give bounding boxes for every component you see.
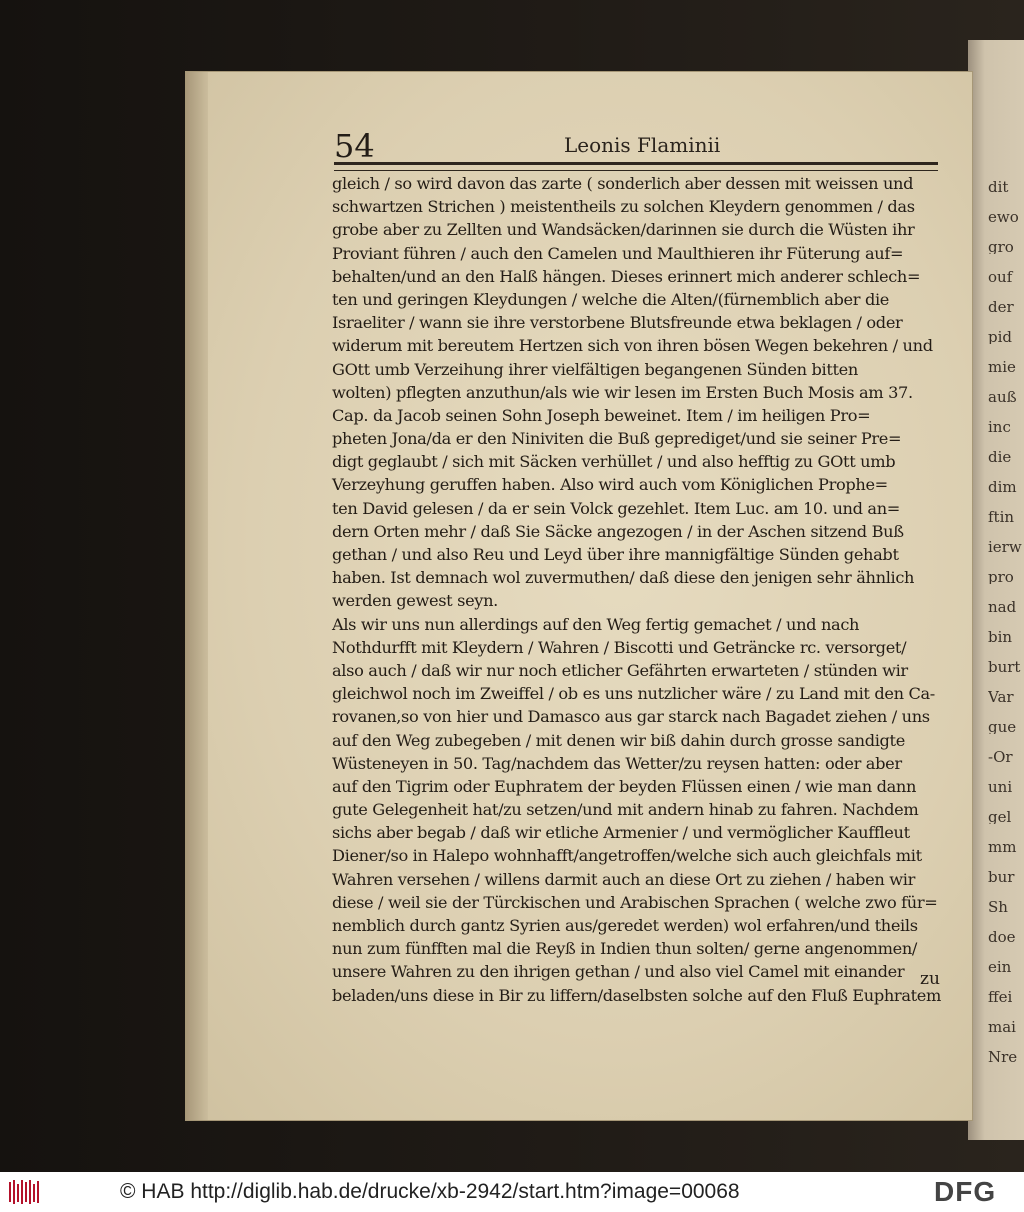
text-line: gute Gelegenheit hat/zu setzen/und mit andern hinab zu fahren. Nachdem	[332, 800, 919, 820]
adjacent-page-fragment: dit	[988, 180, 1009, 194]
running-head: Leonis Flaminii	[564, 133, 721, 157]
adjacent-page-fragment: Nre	[988, 1050, 1018, 1064]
adjacent-page-fragment: die	[988, 450, 1012, 464]
adjacent-page-fragment: mai	[988, 1020, 1016, 1034]
text-line: rovanen,so von hier und Damasco aus gar starck nach Bagadet ziehen / uns	[332, 707, 930, 727]
text-line: sichs aber begab / daß wir etliche Armenier / und vermöglicher Kauffleut	[332, 823, 910, 843]
adjacent-page-fragment: pro	[988, 570, 1014, 584]
adjacent-page-fragment: bin	[988, 630, 1013, 644]
header-rule	[334, 162, 938, 171]
adjacent-page-fragment: ein	[988, 960, 1012, 974]
adjacent-page-fragment: ftin	[988, 510, 1015, 524]
adjacent-page-fragment: gro	[988, 240, 1014, 254]
text-line: Wüsteneyen in 50. Tag/nachdem das Wetter/zu reysen hatten: oder aber	[332, 753, 902, 773]
text-line: gleichwol noch im Zweiffel / ob es uns nutzlicher wäre / zu Land mit den Ca-	[332, 684, 935, 704]
text-line: Nothdurfft mit Kleydern / Wahren / Biscotti und Geträncke rc. versorget/	[332, 637, 907, 657]
text-line: wolten) pflegten anzuthun/als wie wir lesen im Ersten Buch Mosis am 37.	[332, 382, 913, 402]
text-line: Cap. da Jacob seinen Sohn Joseph beweinet. Item / im heiligen Pro=	[332, 405, 871, 425]
adjacent-page	[968, 40, 1024, 1140]
adjacent-page-fragment: bur	[988, 870, 1015, 884]
adjacent-page-fragment: gel	[988, 810, 1012, 824]
text-line: Verzeyhung geruffen haben. Also wird auch vom Königlichen Prophe=	[332, 475, 888, 495]
dfg-logo: DFG	[934, 1176, 997, 1207]
adjacent-page-fragment: Var	[988, 690, 1014, 704]
footer-bar	[0, 1172, 1024, 1212]
page-number: 54	[334, 127, 375, 165]
text-line: also auch / daß wir nur noch etlicher Gefährten erwarteten / stünden wir	[332, 660, 908, 680]
adjacent-page-fragment: uni	[988, 780, 1013, 794]
text-line: dern Orten mehr / daß Sie Säcke angezogen / in der Aschen sitzend Buß	[332, 521, 904, 541]
text-line: ten und geringen Kleydungen / welche die Alten/(fürnemblich aber die	[332, 289, 890, 309]
text-line: haben. Ist demnach wol zuvermuthen/ daß diese den jenigen sehr ähnlich	[332, 568, 915, 588]
text-line: nun zum fünfften mal die Reyß in Indien thun solten/ gerne angenommen/	[332, 939, 918, 959]
text-line: behalten/und an den Halß hängen. Dieses erinnert mich anderer schlech=	[332, 266, 921, 286]
text-line: Wahren versehen / willens darmit auch an diese Ort zu ziehen / haben wir	[332, 869, 915, 889]
adjacent-page-fragment: -Or	[988, 750, 1013, 764]
text-line: unsere Wahren zu den ihrigen gethan / und also viel Camel mit einander	[332, 962, 905, 982]
text-line: Als wir uns nun allerdings auf den Weg fertig gemachet / und nach	[332, 614, 860, 634]
adjacent-page-fragment: Sh	[988, 900, 1008, 914]
text-line: digt geglaubt / sich mit Säcken verhüllet / und also hefftig zu GOtt umb	[332, 452, 896, 472]
text-line: pheten Jona/da er den Niniviten die Buß geprediget/und sie seiner Pre=	[332, 429, 902, 449]
page-gutter-shadow	[186, 72, 208, 1120]
text-line: gleich / so wird davon das zarte ( sonderlich aber dessen mit weissen und	[332, 174, 914, 193]
text-line: Diener/so in Halepo wohnhafft/angetroffen/welche sich auch gleichfals mit	[332, 846, 922, 866]
text-line: auf den Weg zubegeben / mit denen wir biß dahin durch grosse sandigte	[332, 730, 905, 750]
adjacent-page-fragment: gue	[988, 720, 1017, 734]
adjacent-page-fragment: mm	[988, 840, 1017, 854]
text-line: GOtt umb Verzeihung ihrer vielfältigen begangenen Sünden bitten	[332, 359, 858, 379]
hab-logo-icon	[8, 1178, 42, 1206]
text-line: ten David gelesen / da er sein Volck gezehlet. Item Luc. am 10. und an=	[332, 498, 900, 518]
text-line: Israeliter / wann sie ihre verstorbene Blutsfreunde etwa beklagen / oder	[332, 313, 903, 333]
adjacent-page-fragment: mie	[988, 360, 1016, 374]
text-line: widerum mit bereutem Hertzen sich von ihren bösen Wegen bekehren / und	[332, 336, 933, 356]
catchword: zu	[920, 969, 940, 989]
adjacent-page-fragment: inc	[988, 420, 1011, 434]
text-line: diese / weil sie der Türckischen und Arabischen Sprachen ( welche zwo für=	[332, 892, 938, 912]
text-line: grobe aber zu Zellten und Wandsäcken/darinnen sie durch die Wüsten ihr	[332, 220, 915, 240]
adjacent-page-fragment: ewo	[988, 210, 1019, 224]
text-line: nemblich durch gantz Syrien aus/geredet werden) wol erfahren/und theils	[332, 916, 918, 935]
adjacent-page-fragment: burt	[988, 660, 1021, 674]
adjacent-page-fragment: ffei	[988, 990, 1013, 1004]
text-line: schwartzen Strichen ) meistentheils zu solchen Kleydern genommen / das	[332, 197, 915, 217]
text-line: Proviant führen / auch den Camelen und Maulthieren ihr Füterung auf=	[332, 243, 904, 263]
text-line: werden gewest seyn.	[332, 591, 498, 611]
adjacent-page-fragment: nad	[988, 600, 1017, 614]
adjacent-page-fragment: der	[988, 300, 1014, 314]
copyright-url-text: © HAB http://diglib.hab.de/drucke/xb-2942/start.htm?image=00068	[120, 1180, 740, 1203]
text-line: gethan / und also Reu und Leyd über ihre mannigfältige Sünden gehabt	[332, 545, 899, 564]
text-line: beladen/uns diese in Bir zu liffern/daselbsten solche auf den Fluß Euphratem	[332, 985, 942, 1005]
adjacent-page-fragment: ierw	[988, 540, 1022, 554]
adjacent-page-fragment: ouf	[988, 270, 1013, 284]
body-text	[332, 172, 944, 1007]
adjacent-page-fragment: pid	[988, 330, 1013, 344]
text-line: auf den Tigrim oder Euphratem der beyden Flüssen einen / wie man dann	[332, 776, 917, 796]
adjacent-page-fragment: dim	[988, 480, 1017, 494]
adjacent-page-fragment: auß	[988, 390, 1017, 404]
adjacent-page-fragment: doe	[988, 930, 1016, 944]
